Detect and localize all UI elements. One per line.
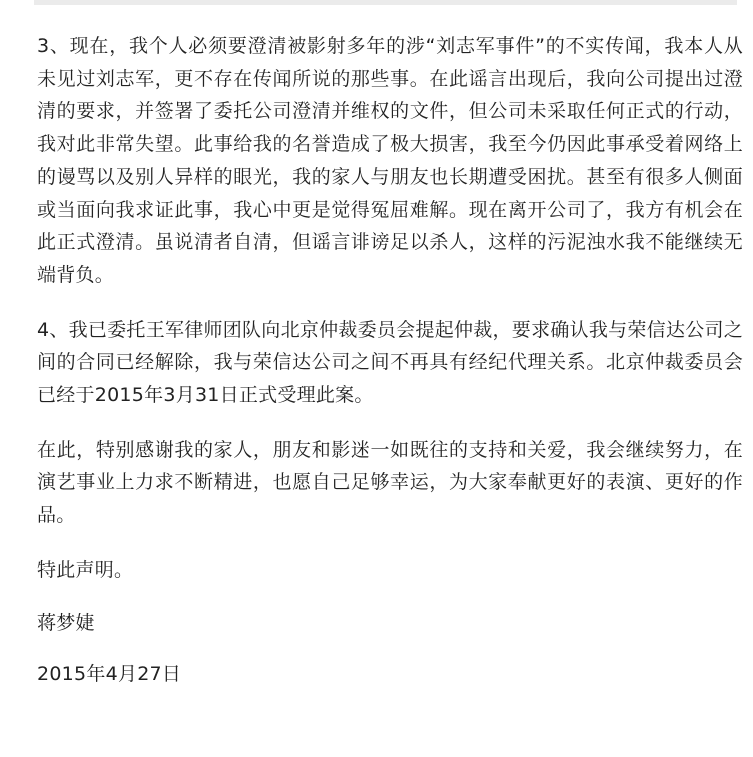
date: 2015年4月27日 (37, 663, 182, 686)
paragraph-thanks: 在此，特别感谢我的家人，朋友和影迷一如既往的支持和关爱，我会继续努力，在演艺事业上力求不断精进，也愿自己足够幸运，为大家奉献更好的表演、更好的作品。 (37, 438, 743, 527)
paragraph-arbitration: 4、我已委托王军律师团队向北京仲裁委员会提起仲裁，要求确认我与荣信达公司之间的合同已经解除，我与荣信达公司之间不再具有经纪代理关系。北京仲裁委员会已经于2015年3月31日正式受理此案。 (37, 318, 743, 407)
top-divider (34, 0, 737, 5)
article-body (37, 30, 743, 691)
paragraph-clarification: 3、现在，我个人必须要澄清被影射多年的涉“刘志军事件”的不实传闻，我本人从未见过刘志军，更不存在传闻所说的那些事。在此谣言出现后，我向公司提出过澄清的要求，并签署了委托公司澄清并维权的文件，但公司未采取任何正式的行动，我对此非常失望。此事给我的名誉造成了极大损害，我至今仍因此事承受着网络上的谩骂以及别人异样的眼光，我的家人与朋友也长期遭受困扰。甚至有很多人侧面或当面向我求证此事，我心中更是觉得冤屈难解。现在离开公司了，我方有机会在此正式澄清。虽说清者自清，但谣言诽谤足以杀人，这样的污泥浊水我不能继续无端背负。 (37, 35, 743, 286)
paragraph-closing: 特此声明。 (37, 558, 134, 581)
signature: 蒋梦婕 (37, 611, 95, 634)
